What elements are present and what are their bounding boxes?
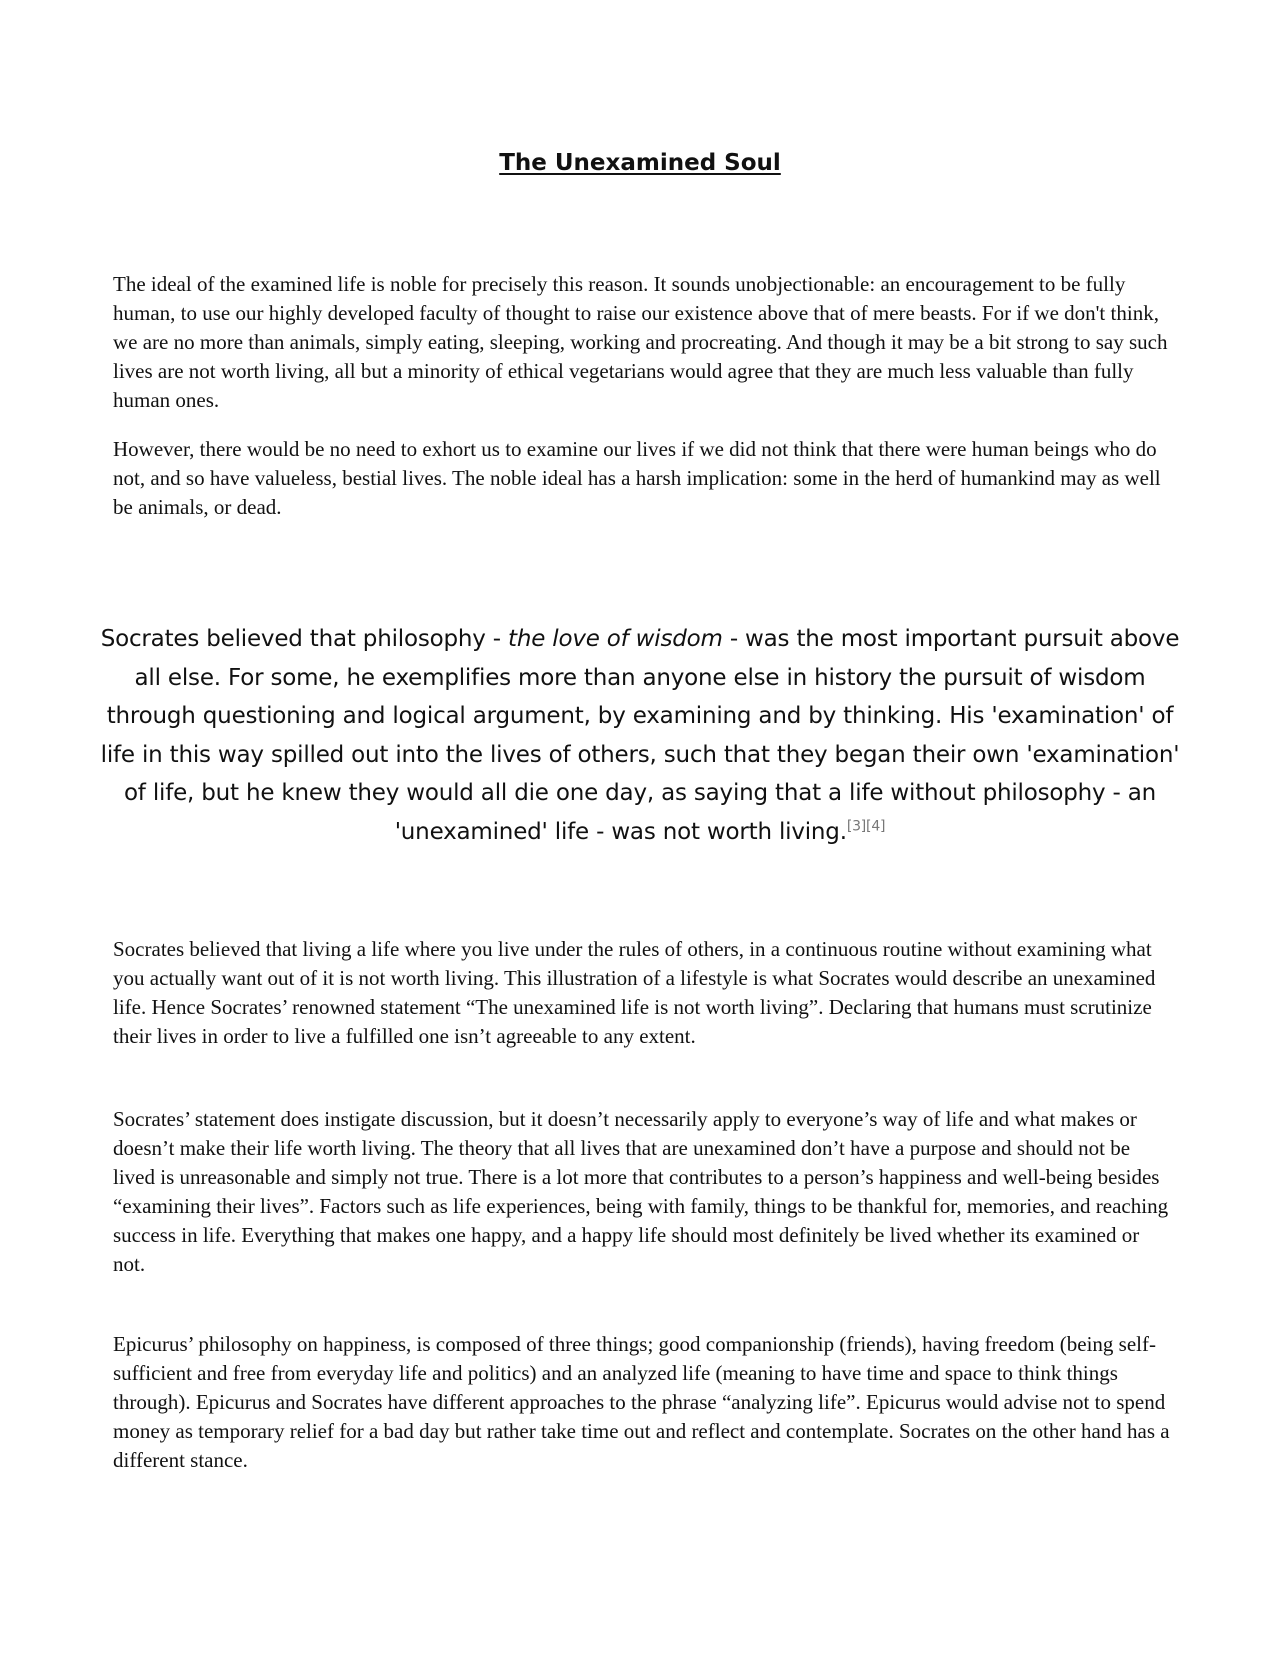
paragraph-examined-life-ideal: The ideal of the examined life is noble for precisely this reason. It sounds unobjectionable: an encouragement to be fully human, to use our highly developed faculty of thought to raise our existence above that of mere beasts. For if we don't think, we are no more than animals, simply eating, sleeping, working and procreating. And though it may be a bit strong to say such lives are not worth living, all but a minority of ethical vegetarians would agree that they are much less valuable than fully human ones. — [113, 272, 1168, 412]
quote-text-after: - was the most important pursuit above all else. For some, he exemplifies more than anyone else in history the pursuit of wisdom through questioning and logical argument, by examining and by thinking. His 'examination' of life in this way spilled out into the lives of others, such that they began their own 'examination' of life, but he knew they would all die one day, as saying that a life without philosophy - an 'unexamined' life - was not worth living. — [100, 626, 1180, 845]
quote-citation: [3][4] — [846, 817, 886, 834]
paragraph-epicurus-happiness: Epicurus’ philosophy on happiness, is composed of three things; good companionship (friends), having freedom (being self-sufficient and free from everyday life and politics) and an analyzed life (meaning to have time and space to think things through). Epicurus and Socrates have different approaches to the phrase “analyzing life”. Epicurus would advise not to spend money as temporary relief for a bad day but rather take time out and reflect and contemplate. Socrates on the other hand has a different stance. — [113, 1332, 1170, 1472]
document-title: The Unexamined Soul — [499, 150, 781, 176]
paragraph-harsh-implication: However, there would be no need to exhort us to examine our lives if we did not think that there were human beings who do not, and so have valueless, bestial lives. The noble ideal has a harsh implication: some in the herd of humankind may as well be animals, or dead. — [113, 437, 1161, 519]
paragraph-socrates-statement-discussion: Socrates’ statement does instigate discussion, but it doesn’t necessarily apply to everyone’s way of life and what makes or doesn’t make their life worth living. The theory that all lives that are unexamined don’t have a purpose and should not be lived is unreasonable and simply not true. There is a lot more that contributes to a person’s happiness and well-being besides “examining their lives”. Factors such as life experiences, being with family, things to be thankful for, memories, and reaching success in life. Everything that makes one happy, and a happy life should most definitely be lived whether its examined or not. — [113, 1107, 1169, 1276]
quote-text-before: Socrates believed that philosophy - — [100, 626, 508, 652]
paragraph-routine-life: Socrates believed that living a life where you live under the rules of others, in a continuous routine without examining what you actually want out of it is not worth living. This illustration of a lifestyle is what Socrates would describe an unexamined life. Hence Socrates’ renowned statement “The unexamined life is not worth living”. Declaring that humans must scrutinize their lives in order to live a fulfilled one isn’t agreeable to any extent. — [113, 937, 1156, 1048]
quote-italic-phrase: the love of wisdom — [508, 626, 723, 652]
socrates-quote-block — [100, 620, 1180, 851]
